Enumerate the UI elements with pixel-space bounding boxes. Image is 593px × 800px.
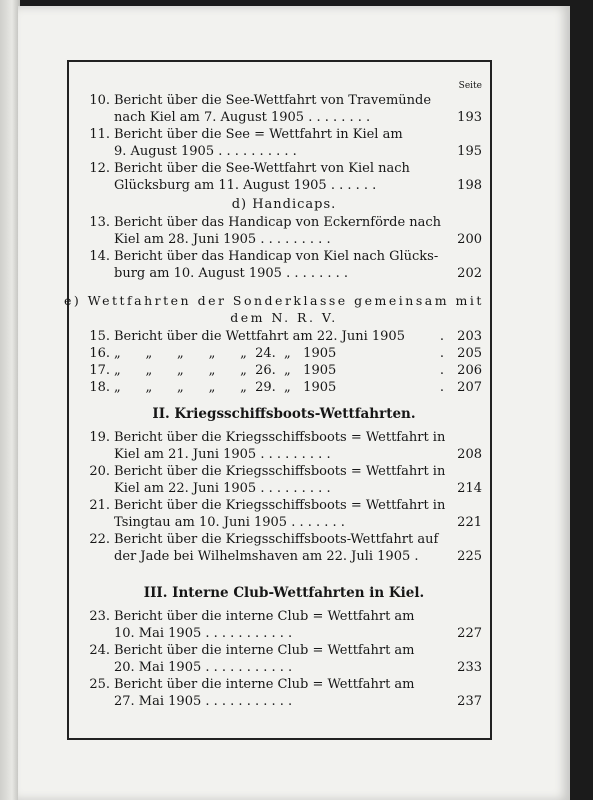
heading-ii: II. Kriegsschiffsboots-Wettfahrten. bbox=[152, 406, 416, 422]
group-ii bbox=[86, 429, 482, 565]
entry-title-line2: Kiel am 28. Juni 1905 . . . . . . . . . bbox=[114, 232, 331, 247]
entry-page-number: 202 bbox=[457, 266, 482, 281]
entry-title-line2: burg am 10. August 1905 . . . . . . . . bbox=[114, 266, 349, 281]
entry-number: 11. bbox=[89, 127, 110, 142]
toc-entry bbox=[86, 531, 482, 565]
entry-title: „ „ „ „ „ 29. „ 1905 bbox=[114, 380, 337, 395]
entry-title-line2: 20. Mai 1905 . . . . . . . . . . . bbox=[114, 660, 293, 675]
entry-title-line1: Bericht über die See = Wettfahrt in Kiel am bbox=[114, 127, 403, 142]
entry-title-line1: Bericht über die See-Wettfahrt von Travemünde bbox=[114, 93, 432, 108]
entry-page-number: 203 bbox=[457, 329, 482, 344]
toc-row bbox=[86, 345, 482, 362]
entry-number: 16. bbox=[89, 346, 110, 361]
entry-number: 14. bbox=[89, 249, 110, 264]
toc-entry bbox=[86, 160, 482, 194]
entry-title-line1: Bericht über die interne Club = Wettfahrt am bbox=[114, 677, 415, 692]
entry-line1 bbox=[86, 642, 446, 659]
toc-entry bbox=[86, 463, 482, 497]
entry-line1 bbox=[86, 676, 446, 693]
entry-page-number: 233 bbox=[457, 660, 482, 675]
group-e bbox=[86, 328, 482, 396]
entry-title-line2: 27. Mai 1905 . . . . . . . . . . . bbox=[114, 694, 293, 709]
entry-title-line2: Tsingtau am 10. Juni 1905 . . . . . . . bbox=[114, 515, 345, 530]
entry-number: 12. bbox=[89, 161, 110, 176]
group-iii bbox=[86, 608, 482, 710]
entry-page-number: 221 bbox=[457, 515, 482, 530]
entry-title: „ „ „ „ „ 26. „ 1905 bbox=[114, 363, 337, 378]
entry-line1 bbox=[86, 92, 446, 109]
entry-page-number: 214 bbox=[457, 481, 482, 496]
toc-entry bbox=[86, 126, 482, 160]
entry-title-line1: Bericht über das Handicap von Eckernförde nach bbox=[114, 215, 442, 230]
entry-page-number: 227 bbox=[457, 626, 482, 641]
entry-line1 bbox=[86, 463, 446, 480]
entry-title: Bericht über die Wettfahrt am 22. Juni 1905 bbox=[114, 329, 405, 344]
toc-entry bbox=[86, 676, 482, 710]
entry-page-number: 193 bbox=[457, 110, 482, 125]
entry-title-line1: Bericht über die Kriegsschiffsboots = Wettfahrt in bbox=[114, 498, 446, 513]
entry-title-line1: Bericht über die See-Wettfahrt von Kiel nach bbox=[114, 161, 410, 176]
toc-entry bbox=[86, 608, 482, 642]
entry-number: 25. bbox=[89, 677, 110, 692]
entry-page-number: 208 bbox=[457, 447, 482, 462]
entry-line1 bbox=[86, 497, 446, 514]
toc-entry bbox=[86, 248, 482, 282]
heading-e-line2: dem N. R. V. bbox=[230, 310, 338, 325]
entry-title-line2: Kiel am 22. Juni 1905 . . . . . . . . . bbox=[114, 481, 331, 496]
toc-entry bbox=[86, 214, 482, 248]
entry-page-number: 205 bbox=[457, 346, 482, 361]
entry-number: 15. bbox=[89, 329, 110, 344]
toc-entry bbox=[86, 429, 482, 463]
entry-page-number: 206 bbox=[457, 363, 482, 378]
entry-number: 17. bbox=[89, 363, 110, 378]
entry-title-line2: Glücksburg am 11. August 1905 . . . . . . bbox=[114, 178, 377, 193]
entry-page-number: 225 bbox=[457, 549, 482, 564]
toc-row bbox=[86, 379, 482, 396]
entry-line1 bbox=[86, 160, 446, 177]
entry-title-line1: Bericht über die Kriegsschiffsboots = Wettfahrt in bbox=[114, 464, 446, 479]
group-d bbox=[86, 214, 482, 282]
heading-e-line1: e) Wettfahrten der Sonderklasse gemeinsam mit bbox=[64, 293, 484, 308]
entry-title-line1: Bericht über die Kriegsschiffsboots-Wettfahrt auf bbox=[114, 532, 439, 547]
entry-title: „ „ „ „ „ 24. „ 1905 bbox=[114, 346, 337, 361]
entry-number: 20. bbox=[89, 464, 110, 479]
heading-d: d) Handicaps. bbox=[231, 197, 337, 212]
entry-number: 24. bbox=[89, 643, 110, 658]
entry-number: 18. bbox=[89, 380, 110, 395]
table-of-contents bbox=[64, 80, 484, 710]
entry-number: 13. bbox=[89, 215, 110, 230]
entry-page-number: 198 bbox=[457, 178, 482, 193]
dot-leader: . bbox=[439, 380, 444, 395]
seite-column-label: Seite bbox=[458, 81, 482, 91]
group-c bbox=[86, 92, 482, 194]
entry-page-number: 200 bbox=[457, 232, 482, 247]
entry-title-line2: 10. Mai 1905 . . . . . . . . . . . bbox=[114, 626, 293, 641]
left-page-edge bbox=[0, 0, 20, 800]
entry-page-number: 207 bbox=[457, 380, 482, 395]
entry-title-line1: Bericht über die interne Club = Wettfahrt am bbox=[114, 609, 415, 624]
entry-title-line1: Bericht über das Handicap von Kiel nach Glücks- bbox=[114, 249, 439, 264]
heading-iii: III. Interne Club-Wettfahrten in Kiel. bbox=[143, 585, 425, 601]
entry-title-line1: Bericht über die interne Club = Wettfahrt am bbox=[114, 643, 415, 658]
entry-page-number: 237 bbox=[457, 694, 482, 709]
dot-leader: . bbox=[439, 363, 444, 378]
entry-number: 19. bbox=[89, 430, 110, 445]
toc-entry bbox=[86, 92, 482, 126]
entry-number: 21. bbox=[89, 498, 110, 513]
entry-title-line2: nach Kiel am 7. August 1905 . . . . . . . . bbox=[114, 110, 371, 125]
toc-row bbox=[86, 328, 482, 345]
dot-leader: . bbox=[439, 346, 444, 361]
entry-number: 23. bbox=[89, 609, 110, 624]
entry-line1 bbox=[86, 531, 446, 548]
entry-number: 22. bbox=[89, 532, 110, 547]
entry-title-line2: der Jade bei Wilhelmshaven am 22. Juli 1905 . bbox=[114, 549, 419, 564]
entry-title-line2: 9. August 1905 . . . . . . . . . . bbox=[114, 144, 297, 159]
entry-title-line2: Kiel am 21. Juni 1905 . . . . . . . . . bbox=[114, 447, 331, 462]
toc-entry bbox=[86, 497, 482, 531]
dot-leader: . bbox=[439, 329, 444, 344]
entry-page-number: 195 bbox=[457, 144, 482, 159]
entry-line1 bbox=[86, 608, 446, 625]
entry-number: 10. bbox=[89, 93, 110, 108]
entry-line1 bbox=[86, 429, 446, 446]
entry-title-line1: Bericht über die Kriegsschiffsboots = Wettfahrt in bbox=[114, 430, 446, 445]
toc-row bbox=[86, 362, 482, 379]
entry-line1 bbox=[86, 126, 446, 143]
entry-line1 bbox=[86, 248, 446, 265]
toc-entry bbox=[86, 642, 482, 676]
entry-line1 bbox=[86, 214, 446, 231]
